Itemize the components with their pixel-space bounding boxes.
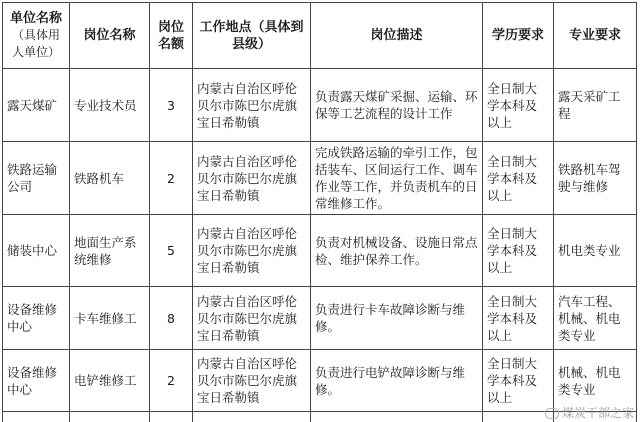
cell-education: 全日制大学本科及以上 [483,350,554,412]
cell-major: 铁路机车驾驶与维修 [554,142,637,215]
cell-education: 全日制大学本科及以上 [483,69,554,142]
cell-position: 电铲维修工 [70,350,150,412]
table-row-partial [3,412,637,422]
header-quota: 岗位名额 [150,3,193,69]
cell-location: 内蒙古自治区呼伦贝尔市陈巴尔虎旗宝日希勒镇 [193,215,311,287]
cell-quota: 8 [150,287,193,350]
cell-quota: 3 [150,69,193,142]
table-row [3,215,637,287]
watermark-text: 煤炭干部之家 [562,406,634,420]
table-row [3,287,637,350]
cell-quota: 5 [150,215,193,287]
header-major: 专业要求 [554,3,637,69]
cell-position: 专业技术员 [70,69,150,142]
cell-location: 内蒙古自治区呼伦贝尔市陈巴尔虎旗宝日希勒镇 [193,69,311,142]
cell-unit: 设备维修中心 [3,287,70,350]
cell-description: 负责露天煤矿采掘、运输、环保等工艺流程的设计工作 [311,69,483,142]
cell-position: 地面生产系统维修 [70,215,150,287]
cell-location: 内蒙古自治区呼伦贝尔市陈巴尔虎旗宝日希勒镇 [193,350,311,412]
header-unit-name-sub: （具体用人单位） [12,28,60,59]
watermark [545,404,634,421]
cell-education: 全日制大学本科及以上 [483,287,554,350]
header-row [3,3,637,69]
header-education: 学历要求 [483,3,554,69]
cell-description: 负责对机械设备、设施日常点检、维护保养工作。 [311,215,483,287]
cell-quota: 2 [150,142,193,215]
cell-location: 内蒙古自治区呼伦贝尔市陈巴尔虎旗宝日希勒镇 [193,287,311,350]
cell-description: 完成铁路运输的牵引工作，包括装车、区间运行工作、调车作业等工作，并负责机车的日常维修工作。 [311,142,483,215]
table-row [3,69,637,142]
cell-major: 机械、机电类专业 [554,350,637,412]
cell-description: 负责进行电铲故障诊断与维修。 [311,350,483,412]
header-description: 岗位描述 [311,3,483,69]
job-table [2,2,637,422]
cell-unit: 铁路运输公司 [3,142,70,215]
cell-unit: 储装中心 [3,215,70,287]
header-unit-name: 单位名称 （具体用人单位） [3,3,70,69]
table-row [3,350,637,412]
cell-education: 全日制大学本科及以上 [483,142,554,215]
cell-position: 铁路机车 [70,142,150,215]
header-position-name: 岗位名称 [70,3,150,69]
table-row [3,142,637,215]
cell-education: 全日制大学本科及以上 [483,215,554,287]
cell-description: 负责进行卡车故障诊断与维修。 [311,287,483,350]
cell-major: 机电类专业 [554,215,637,287]
wechat-icon [545,408,559,419]
cell-unit: 设备维修中心 [3,350,70,412]
header-location: 工作地点（具体到县级） [193,3,311,69]
cell-major: 汽车工程、机械、机电类专业 [554,287,637,350]
cell-position: 卡车维修工 [70,287,150,350]
cell-major: 露天采矿工程 [554,69,637,142]
cell-unit: 露天煤矿 [3,69,70,142]
cell-location: 内蒙古自治区呼伦贝尔市陈巴尔虎旗宝日希勒镇 [193,142,311,215]
cell-quota: 2 [150,350,193,412]
